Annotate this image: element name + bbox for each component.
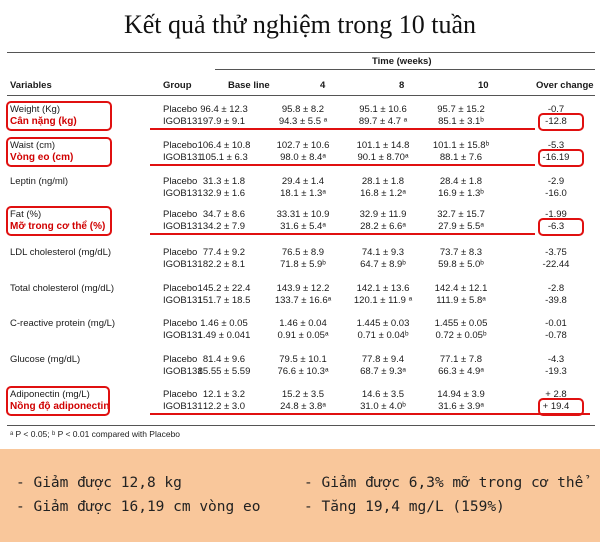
table-cell: 27.9 ± 5.5ᵃ: [438, 221, 484, 232]
table-cell: 77.4 ± 9.2: [202, 247, 246, 258]
table-cell: 97.9 ± 9.1: [202, 116, 246, 127]
table-cell: 101.1 ± 15.8ᵇ: [432, 140, 490, 151]
table-cell: 16.8 ± 1.2ᵃ: [360, 188, 406, 199]
table-cell: 133.7 ± 16.6ᵃ: [274, 295, 332, 306]
table-cell: -4.3: [547, 354, 565, 365]
table-cell: IGOB131: [163, 116, 203, 127]
variable-viet-label: Nồng độ adiponectin: [10, 401, 110, 412]
table-cell: 98.0 ± 8.4ᵃ: [280, 152, 326, 163]
table-cell: + 2.8: [545, 389, 567, 400]
row-underline: [150, 233, 535, 235]
table-cell: -6.3: [547, 221, 565, 232]
table-cell: Placebo: [163, 354, 198, 365]
variable-label: Weight (Kg): [10, 104, 60, 115]
table-cell: 15.2 ± 3.5: [281, 389, 325, 400]
change-highlight-box: [538, 149, 584, 167]
variable-highlight-box: [6, 101, 112, 131]
table-cell: 101.1 ± 14.8: [356, 140, 410, 151]
row-underline: [150, 164, 535, 166]
summary-waist: - Giảm được 16,19 cm vòng eo: [16, 499, 261, 515]
col-header-week8: 8: [399, 80, 405, 91]
row-underline: [150, 413, 590, 415]
table-cell: -3.75: [545, 247, 567, 258]
table-cell: 82.2 ± 8.1: [202, 259, 246, 270]
table-cell: 142.1 ± 13.6: [356, 283, 410, 294]
table-cell: -16.0: [545, 188, 567, 199]
table-cell: 88.1 ± 7.6: [439, 152, 483, 163]
table-cell: 85.55 ± 5.59: [197, 366, 251, 377]
table-cell: IGOB131: [163, 221, 203, 232]
table-cell: 64.7 ± 8.9ᵇ: [360, 259, 406, 270]
table-cell: 76.5 ± 8.9: [281, 247, 325, 258]
table-cell: + 19.4: [542, 401, 570, 412]
table-cell: 34.7 ± 8.6: [202, 209, 246, 220]
table-cell: Placebo: [163, 140, 198, 151]
table-cell: Placebo: [163, 283, 198, 294]
table-cell: 28.1 ± 1.8: [361, 176, 405, 187]
col-header-baseline: Base line: [228, 80, 270, 91]
table-bottom-rule: [7, 425, 595, 426]
table-cell: 12.2 ± 3.0: [202, 401, 246, 412]
table-cell: 0.72 ± 0.05ᵇ: [435, 330, 487, 341]
table-cell: 31.3 ± 1.8: [202, 176, 246, 187]
table-cell: 24.8 ± 3.8ᵃ: [280, 401, 326, 412]
table-cell: Placebo: [163, 209, 198, 220]
table-cell: 89.7 ± 4.7 ᵃ: [358, 116, 408, 127]
table-cell: Placebo: [163, 176, 198, 187]
table-cell: -19.3: [545, 366, 567, 377]
table-cell: 79.5 ± 10.1: [279, 354, 327, 365]
table-cell: IGOB131: [163, 188, 203, 199]
variable-label: Total cholesterol (mg/dL): [10, 283, 115, 294]
table-cell: 1.455 ± 0.05: [434, 318, 488, 329]
variable-label: Adiponectin (mg/L): [10, 389, 90, 400]
page-title: Kết quả thử nghiệm trong 10 tuần: [123, 10, 477, 39]
table-cell: 151.7 ± 18.5: [197, 295, 251, 306]
table-cell: 1.49 ± 0.041: [197, 330, 251, 341]
table-cell: 73.7 ± 8.3: [439, 247, 483, 258]
table-cell: 14.94 ± 3.9: [437, 389, 485, 400]
variable-label: LDL cholesterol (mg/dL): [10, 247, 112, 258]
col-header-group: Group: [163, 80, 192, 91]
table-cell: 32.9 ± 11.9: [359, 209, 407, 220]
variable-highlight-box: [6, 206, 112, 236]
table-cell: 31.6 ± 5.4ᵃ: [280, 221, 326, 232]
table-cell: 28.4 ± 1.8: [439, 176, 483, 187]
col-header-variables: Variables: [10, 80, 52, 91]
table-top-rule: [7, 52, 595, 53]
table-cell: 68.7 ± 9.3ᵃ: [360, 366, 406, 377]
table-cell: -2.9: [547, 176, 565, 187]
table-cell: 29.4 ± 1.4: [281, 176, 325, 187]
results-table: [0, 52, 600, 440]
table-cell: 14.6 ± 3.5: [361, 389, 405, 400]
table-cell: 31.0 ± 4.0ᵇ: [360, 401, 406, 412]
table-cell: 106.4 ± 10.8: [197, 140, 251, 151]
table-cell: 77.8 ± 9.4: [361, 354, 405, 365]
table-cell: Placebo: [163, 389, 198, 400]
table-cell: 16.9 ± 1.3ᵇ: [438, 188, 484, 199]
table-cell: 95.1 ± 10.6: [359, 104, 407, 115]
variable-label: Glucose (mg/dL): [10, 354, 81, 365]
table-cell: 81.4 ± 9.6: [202, 354, 246, 365]
variable-label: Waist (cm): [10, 140, 56, 151]
table-cell: IGOB131: [163, 259, 203, 270]
table-cell: -2.8: [547, 283, 565, 294]
table-cell: -5.3: [547, 140, 565, 151]
table-footnote: ᵃ P < 0.05; ᵇ P < 0.01 compared with Placebo: [10, 429, 181, 439]
table-cell: 18.1 ± 1.3ᵃ: [280, 188, 326, 199]
table-cell: 12.1 ± 3.2: [202, 389, 246, 400]
table-cell: 85.1 ± 3.1ᵇ: [438, 116, 484, 127]
variable-highlight-box: [6, 137, 112, 167]
table-cell: 76.6 ± 10.3ᵃ: [277, 366, 329, 377]
summary-panel: [0, 449, 600, 542]
table-cell: 59.8 ± 5.0ᵇ: [438, 259, 484, 270]
variable-viet-label: Vòng eo (cm): [10, 152, 74, 163]
table-cell: -22.44: [542, 259, 570, 270]
table-cell: 32.9 ± 1.6: [202, 188, 246, 199]
variable-label: Leptin (ng/ml): [10, 176, 69, 187]
table-cell: 77.1 ± 7.8: [439, 354, 483, 365]
table-cell: -0.01: [545, 318, 567, 329]
header-bottom-rule: [7, 95, 595, 96]
table-cell: 120.1 ± 11.9 ᵃ: [353, 295, 413, 306]
variable-viet-label: Mỡ trong cơ thể (%): [10, 221, 106, 232]
table-cell: 1.46 ± 0.05: [200, 318, 248, 329]
table-cell: -1.99: [545, 209, 567, 220]
table-cell: 71.8 ± 5.9ᵇ: [280, 259, 326, 270]
table-cell: 0.71 ± 0.04ᵇ: [357, 330, 409, 341]
row-underline: [150, 128, 535, 130]
table-cell: 111.9 ± 5.8ᵃ: [436, 295, 486, 306]
table-cell: 34.2 ± 7.9: [202, 221, 246, 232]
table-cell: IGOB131: [163, 366, 203, 377]
table-cell: IGOB131: [163, 330, 203, 341]
table-cell: IGOB131: [163, 152, 203, 163]
table-cell: 1.46 ± 0.04: [279, 318, 327, 329]
table-cell: 95.8 ± 8.2: [281, 104, 325, 115]
table-cell: IGOB131: [163, 401, 203, 412]
time-header: Time (weeks): [372, 56, 432, 67]
variable-highlight-box: [6, 386, 110, 416]
table-cell: Placebo: [163, 318, 198, 329]
table-cell: Placebo: [163, 104, 198, 115]
table-cell: -12.8: [545, 116, 567, 127]
variable-label: C-reactive protein (mg/L): [10, 318, 116, 329]
col-header-week10: 10: [478, 80, 489, 91]
time-header-rule: [215, 69, 595, 70]
table-cell: 94.3 ± 5.5 ᵃ: [278, 116, 328, 127]
table-cell: 143.9 ± 12.2: [276, 283, 330, 294]
table-cell: 105.1 ± 6.3: [200, 152, 248, 163]
col-header-week4: 4: [320, 80, 326, 91]
table-cell: 142.4 ± 12.1: [434, 283, 488, 294]
table-cell: IGOB131: [163, 295, 203, 306]
change-highlight-box: [538, 218, 584, 236]
table-cell: 74.1 ± 9.3: [361, 247, 405, 258]
table-cell: -0.78: [545, 330, 567, 341]
table-cell: 145.2 ± 22.4: [197, 283, 251, 294]
table-cell: Placebo: [163, 247, 198, 258]
table-cell: 1.445 ± 0.03: [356, 318, 410, 329]
table-cell: 31.6 ± 3.9ᵃ: [438, 401, 484, 412]
change-highlight-box: [538, 398, 584, 416]
variable-viet-label: Cân nặng (kg): [10, 116, 77, 127]
table-cell: 32.7 ± 15.7: [437, 209, 485, 220]
table-cell: -39.8: [545, 295, 567, 306]
col-header-over-change: Over change: [536, 80, 594, 91]
table-cell: -16.19: [542, 152, 570, 163]
table-cell: -0.7: [547, 104, 565, 115]
table-cell: 33.31 ± 10.9: [276, 209, 330, 220]
summary-adiponectin: - Tăng 19,4 mg/L (159%): [304, 499, 505, 515]
table-cell: 66.3 ± 4.9ᵃ: [438, 366, 484, 377]
table-cell: 95.7 ± 15.2: [437, 104, 485, 115]
table-cell: 96.4 ± 12.3: [200, 104, 248, 115]
summary-weight: - Giảm được 12,8 kg: [16, 475, 182, 491]
table-cell: 102.7 ± 10.6: [276, 140, 330, 151]
summary-fat: - Giảm được 6,3% mỡ trong cơ thể: [304, 475, 584, 491]
change-highlight-box: [538, 113, 584, 131]
table-cell: 0.91 ± 0.05ᵃ: [277, 330, 329, 341]
variable-label: Fat (%): [10, 209, 42, 220]
table-cell: 28.2 ± 6.6ᵃ: [360, 221, 406, 232]
table-cell: 90.1 ± 8.70ᵃ: [357, 152, 409, 163]
